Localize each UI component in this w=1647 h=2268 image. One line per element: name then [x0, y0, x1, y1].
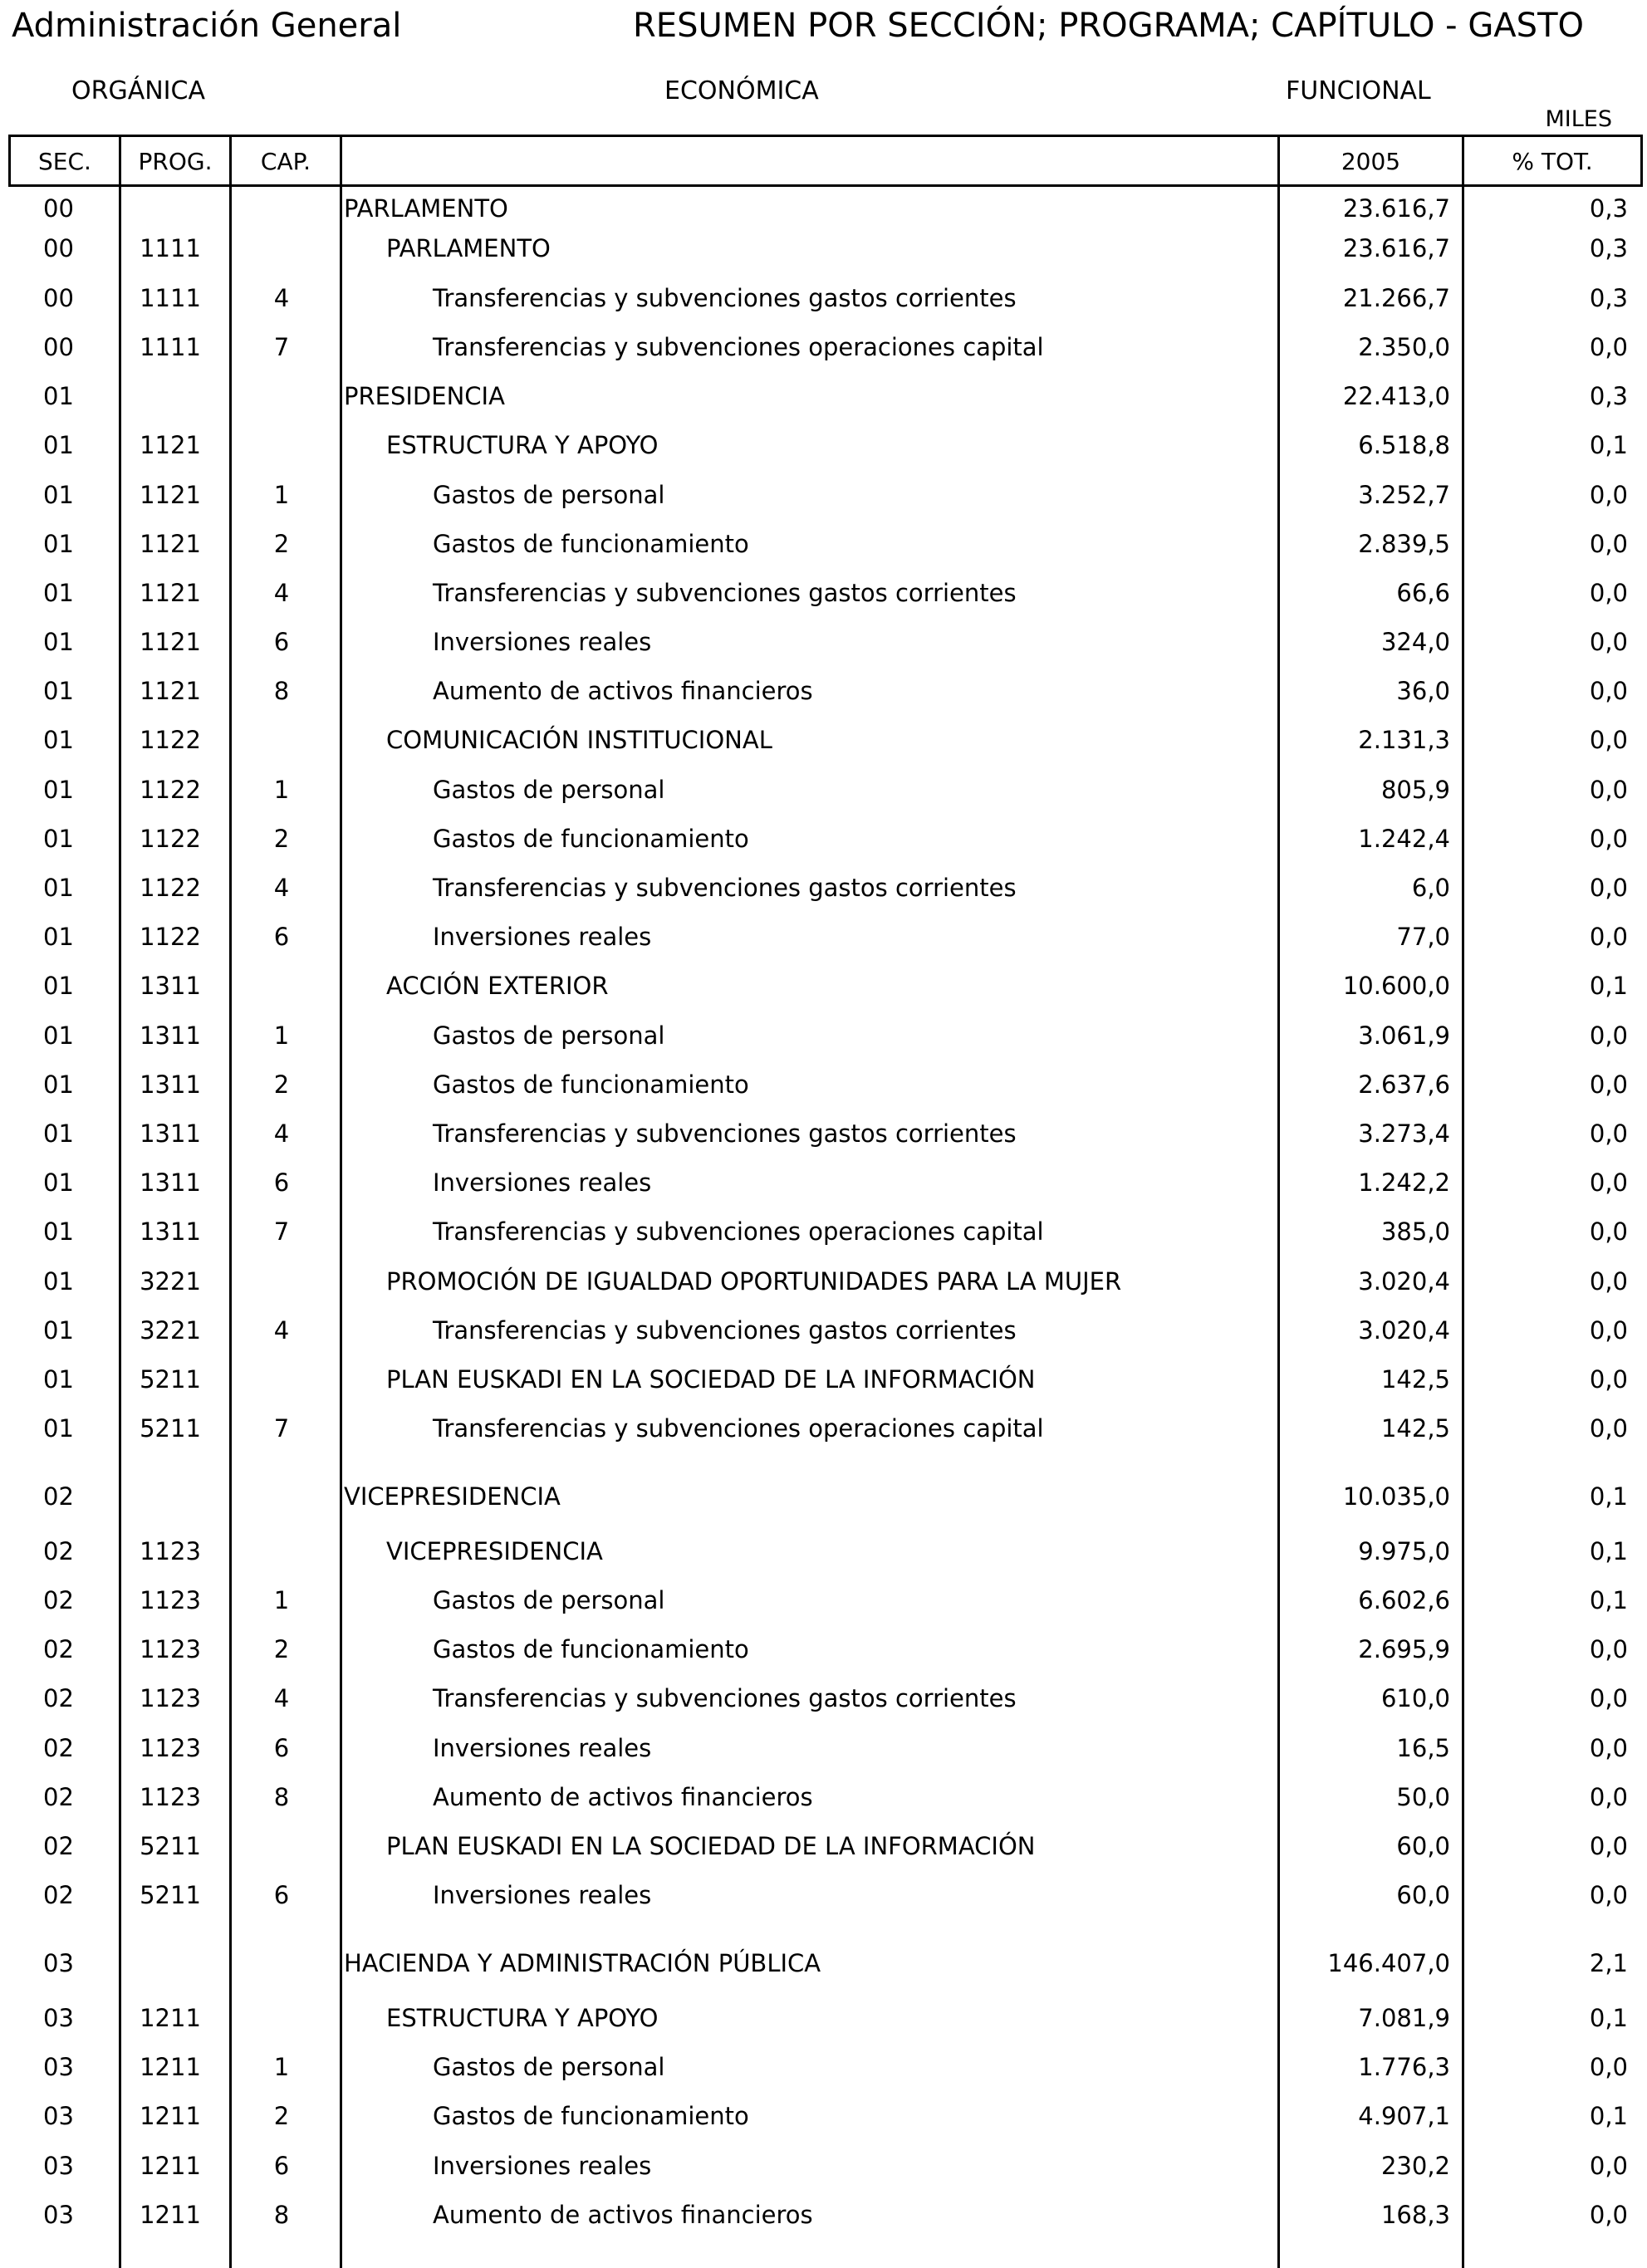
- cell-percent-total: 0,3: [1589, 382, 1628, 410]
- cell-percent-total: 2,1: [1589, 1949, 1628, 1977]
- table-row: [0, 1065, 1647, 1104]
- column-header-year: 2005: [1341, 148, 1401, 175]
- cell-amount-2005: 7.081,9: [1358, 2004, 1450, 2032]
- cell-prog: 3221: [140, 1267, 201, 1296]
- cell-percent-total: 0,1: [1589, 972, 1628, 1000]
- cell-cap: 4: [273, 579, 290, 607]
- cell-amount-2005: 3.252,7: [1358, 481, 1450, 509]
- cell-percent-total: 0,0: [1589, 1684, 1628, 1712]
- cell-amount-2005: 6.518,8: [1358, 431, 1450, 459]
- table-row: [0, 623, 1647, 661]
- cell-cap: 1: [273, 776, 290, 804]
- column-header-cap: CAP.: [260, 148, 311, 175]
- cell-sec: 01: [43, 1316, 74, 1345]
- cell-sec: 00: [43, 194, 74, 223]
- cell-description: COMUNICACIÓN INSTITUCIONAL: [386, 726, 772, 754]
- cell-percent-total: 0,1: [1589, 1586, 1628, 1614]
- cell-sec: 01: [43, 1119, 74, 1148]
- cell-prog: 5211: [140, 1881, 201, 1909]
- cell-prog: 1122: [140, 923, 201, 951]
- cell-sec: 01: [43, 530, 74, 558]
- cell-amount-2005: 6,0: [1411, 874, 1450, 902]
- cell-cap: 7: [273, 1217, 290, 1246]
- cell-prog: 1123: [140, 1684, 201, 1712]
- cell-description: Aumento de activos financieros: [433, 2201, 813, 2229]
- cell-percent-total: 0,0: [1589, 1267, 1628, 1296]
- table-row: [0, 1581, 1647, 1619]
- cell-percent-total: 0,1: [1589, 2004, 1628, 2032]
- cell-percent-total: 0,1: [1589, 431, 1628, 459]
- cell-percent-total: 0,0: [1589, 1316, 1628, 1345]
- cell-description: PROMOCIÓN DE IGUALDAD OPORTUNIDADES PARA LA MUJER: [386, 1267, 1122, 1296]
- cell-description: ACCIÓN EXTERIOR: [386, 972, 609, 1000]
- cell-prog: 1211: [140, 2201, 201, 2229]
- cell-percent-total: 0,3: [1589, 194, 1628, 223]
- group-label-funcional: FUNCIONAL: [1286, 76, 1431, 105]
- cell-sec: 03: [43, 1949, 74, 1977]
- cell-sec: 01: [43, 776, 74, 804]
- cell-cap: 6: [273, 1881, 290, 1909]
- cell-prog: 1121: [140, 481, 201, 509]
- cell-prog: 1122: [140, 726, 201, 754]
- cell-percent-total: 0,0: [1589, 1021, 1628, 1050]
- cell-sec: 03: [43, 2053, 74, 2081]
- table-row: [0, 525, 1647, 563]
- cell-sec: 01: [43, 972, 74, 1000]
- cell-amount-2005: 3.061,9: [1358, 1021, 1450, 1050]
- cell-amount-2005: 2.131,3: [1358, 726, 1450, 754]
- cell-prog: 1122: [140, 825, 201, 853]
- cell-amount-2005: 50,0: [1396, 1783, 1450, 1811]
- cell-sec: 02: [43, 1635, 74, 1663]
- cell-percent-total: 0,0: [1589, 726, 1628, 754]
- cell-cap: 4: [273, 1119, 290, 1148]
- cell-sec: 01: [43, 481, 74, 509]
- cell-sec: 01: [43, 1070, 74, 1099]
- cell-amount-2005: 21.266,7: [1342, 284, 1450, 312]
- cell-sec: 02: [43, 1684, 74, 1712]
- cell-cap: 7: [273, 333, 290, 361]
- cell-sec: 01: [43, 1414, 74, 1443]
- cell-description: VICEPRESIDENCIA: [386, 1537, 603, 1565]
- cell-amount-2005: 230,2: [1380, 2152, 1450, 2180]
- cell-description: Inversiones reales: [433, 1168, 652, 1197]
- table-row: [0, 2097, 1647, 2135]
- table-row: [0, 721, 1647, 759]
- table-row: [0, 1360, 1647, 1399]
- cell-amount-2005: 60,0: [1396, 1832, 1450, 1860]
- cell-amount-2005: 1.242,2: [1358, 1168, 1450, 1197]
- table-row: [0, 1212, 1647, 1251]
- cell-percent-total: 0,0: [1589, 2053, 1628, 2081]
- cell-description: Gastos de funcionamiento: [433, 530, 749, 558]
- cell-amount-2005: 385,0: [1380, 1217, 1450, 1246]
- table-row: [0, 1630, 1647, 1668]
- cell-percent-total: 0,3: [1589, 284, 1628, 312]
- cell-sec: 02: [43, 1783, 74, 1811]
- cell-description: Transferencias y subvenciones operaciones capital: [433, 333, 1044, 361]
- cell-amount-2005: 1.242,4: [1358, 825, 1450, 853]
- cell-amount-2005: 324,0: [1380, 628, 1450, 656]
- cell-prog: 1121: [140, 628, 201, 656]
- table-row: [0, 2048, 1647, 2086]
- cell-prog: 1211: [140, 2102, 201, 2130]
- cell-cap: 4: [273, 284, 290, 312]
- cell-sec: 01: [43, 825, 74, 853]
- cell-cap: 2: [273, 1635, 290, 1663]
- cell-amount-2005: 3.020,4: [1358, 1316, 1450, 1345]
- table-row: [0, 820, 1647, 858]
- table-row: [0, 1163, 1647, 1202]
- group-label-organica: ORGÁNICA: [71, 76, 205, 105]
- cell-prog: 1121: [140, 431, 201, 459]
- cell-description: Gastos de funcionamiento: [433, 1070, 749, 1099]
- cell-description: Inversiones reales: [433, 628, 652, 656]
- cell-prog: 1211: [140, 2152, 201, 2180]
- cell-sec: 01: [43, 1168, 74, 1197]
- table-row: [0, 771, 1647, 809]
- group-label-economica: ECONÓMICA: [664, 76, 819, 105]
- cell-percent-total: 0,0: [1589, 1217, 1628, 1246]
- table-row: [0, 1876, 1647, 1914]
- cell-description: PRESIDENCIA: [344, 382, 505, 410]
- document-title: Administración General: [12, 7, 402, 45]
- column-header-prog: PROG.: [138, 148, 213, 175]
- cell-percent-total: 0,0: [1589, 1168, 1628, 1197]
- cell-amount-2005: 36,0: [1396, 677, 1450, 705]
- cell-amount-2005: 146.407,0: [1327, 1949, 1450, 1977]
- cell-prog: 3221: [140, 1316, 201, 1345]
- cell-description: Inversiones reales: [433, 923, 652, 951]
- cell-amount-2005: 60,0: [1396, 1881, 1450, 1909]
- cell-description: Transferencias y subvenciones gastos corrientes: [433, 1684, 1017, 1712]
- cell-description: PLAN EUSKADI EN LA SOCIEDAD DE LA INFORMACIÓN: [386, 1365, 1036, 1394]
- cell-prog: 5211: [140, 1832, 201, 1860]
- table-row: [0, 2147, 1647, 2185]
- cell-amount-2005: 142,5: [1380, 1365, 1450, 1394]
- cell-prog: 1211: [140, 2053, 201, 2081]
- cell-cap: 1: [273, 1586, 290, 1614]
- cell-percent-total: 0,1: [1589, 2102, 1628, 2130]
- cell-amount-2005: 168,3: [1380, 2201, 1450, 2229]
- cell-percent-total: 0,1: [1589, 1482, 1628, 1511]
- table-row: [0, 1532, 1647, 1570]
- cell-cap: 4: [273, 874, 290, 902]
- cell-description: Gastos de personal: [433, 1586, 665, 1614]
- cell-prog: 1123: [140, 1734, 201, 1762]
- cell-cap: 1: [273, 1021, 290, 1050]
- cell-percent-total: 0,3: [1589, 234, 1628, 262]
- cell-amount-2005: 23.616,7: [1342, 194, 1450, 223]
- cell-description: PLAN EUSKADI EN LA SOCIEDAD DE LA INFORMACIÓN: [386, 1832, 1036, 1860]
- cell-amount-2005: 10.035,0: [1342, 1482, 1450, 1511]
- cell-prog: 1111: [140, 333, 201, 361]
- cell-cap: 1: [273, 481, 290, 509]
- cell-prog: 1311: [140, 1021, 201, 1050]
- cell-amount-2005: 610,0: [1380, 1684, 1450, 1712]
- cell-percent-total: 0,0: [1589, 1734, 1628, 1762]
- cell-sec: 00: [43, 333, 74, 361]
- cell-amount-2005: 142,5: [1380, 1414, 1450, 1443]
- cell-description: Inversiones reales: [433, 2152, 652, 2180]
- cell-amount-2005: 1.776,3: [1358, 2053, 1450, 2081]
- cell-sec: 01: [43, 382, 74, 410]
- cell-prog: 1111: [140, 284, 201, 312]
- cell-sec: 02: [43, 1537, 74, 1565]
- table-row: [0, 869, 1647, 907]
- cell-percent-total: 0,1: [1589, 1537, 1628, 1565]
- cell-prog: 1122: [140, 776, 201, 804]
- cell-cap: 6: [273, 923, 290, 951]
- table-row: [0, 1311, 1647, 1350]
- cell-sec: 02: [43, 1734, 74, 1762]
- table-row: [0, 1016, 1647, 1055]
- cell-amount-2005: 22.413,0: [1342, 382, 1450, 410]
- cell-cap: 6: [273, 1168, 290, 1197]
- cell-amount-2005: 805,9: [1380, 776, 1450, 804]
- table-row: [0, 1477, 1647, 1516]
- cell-percent-total: 0,0: [1589, 1635, 1628, 1663]
- cell-sec: 01: [43, 431, 74, 459]
- cell-description: PARLAMENTO: [344, 194, 508, 223]
- cell-description: Transferencias y subvenciones gastos corrientes: [433, 1316, 1017, 1345]
- cell-sec: 02: [43, 1482, 74, 1511]
- cell-cap: 6: [273, 2152, 290, 2180]
- cell-prog: 5211: [140, 1414, 201, 1443]
- cell-prog: 1311: [140, 1217, 201, 1246]
- cell-description: PARLAMENTO: [386, 234, 551, 262]
- cell-description: Transferencias y subvenciones gastos corrientes: [433, 579, 1017, 607]
- table-row: [0, 279, 1647, 317]
- cell-prog: 1123: [140, 1586, 201, 1614]
- cell-percent-total: 0,0: [1589, 677, 1628, 705]
- cell-percent-total: 0,0: [1589, 1881, 1628, 1909]
- table-row: [0, 1114, 1647, 1153]
- cell-prog: 1311: [140, 1168, 201, 1197]
- cell-sec: 02: [43, 1881, 74, 1909]
- cell-description: Inversiones reales: [433, 1734, 652, 1762]
- table-row: [0, 1999, 1647, 2037]
- cell-cap: 8: [273, 1783, 290, 1811]
- cell-percent-total: 0,0: [1589, 1070, 1628, 1099]
- cell-cap: 8: [273, 2201, 290, 2229]
- cell-description: Transferencias y subvenciones gastos corrientes: [433, 1119, 1017, 1148]
- table-row: [0, 1827, 1647, 1865]
- cell-percent-total: 0,0: [1589, 1365, 1628, 1394]
- units-label: MILES: [1545, 106, 1612, 132]
- cell-sec: 01: [43, 1365, 74, 1394]
- cell-prog: 1123: [140, 1635, 201, 1663]
- cell-amount-2005: 4.907,1: [1358, 2102, 1450, 2130]
- cell-amount-2005: 3.273,4: [1358, 1119, 1450, 1148]
- cell-sec: 01: [43, 677, 74, 705]
- cell-amount-2005: 66,6: [1396, 579, 1450, 607]
- table-row: [0, 2196, 1647, 2234]
- cell-percent-total: 0,0: [1589, 1119, 1628, 1148]
- cell-percent-total: 0,0: [1589, 1414, 1628, 1443]
- cell-sec: 01: [43, 1021, 74, 1050]
- cell-amount-2005: 2.637,6: [1358, 1070, 1450, 1099]
- cell-amount-2005: 10.600,0: [1342, 972, 1450, 1000]
- cell-sec: 01: [43, 1217, 74, 1246]
- cell-prog: 1122: [140, 874, 201, 902]
- cell-description: Transferencias y subvenciones gastos corrientes: [433, 284, 1017, 312]
- cell-description: Transferencias y subvenciones gastos corrientes: [433, 874, 1017, 902]
- cell-sec: 01: [43, 1267, 74, 1296]
- cell-sec: 03: [43, 2102, 74, 2130]
- cell-description: Gastos de personal: [433, 1021, 665, 1050]
- cell-prog: 1211: [140, 2004, 201, 2032]
- table-row: [0, 229, 1647, 267]
- cell-sec: 01: [43, 874, 74, 902]
- cell-cap: 4: [273, 1684, 290, 1712]
- cell-prog: 1121: [140, 530, 201, 558]
- cell-cap: 6: [273, 1734, 290, 1762]
- cell-percent-total: 0,0: [1589, 333, 1628, 361]
- column-header-pct: % TOT.: [1512, 148, 1593, 175]
- cell-cap: 8: [273, 677, 290, 705]
- cell-description: Gastos de personal: [433, 481, 665, 509]
- cell-description: ESTRUCTURA Y APOYO: [386, 2004, 659, 2032]
- cell-cap: 2: [273, 530, 290, 558]
- report-title: RESUMEN POR SECCIÓN; PROGRAMA; CAPÍTULO - GASTO: [633, 7, 1584, 45]
- cell-amount-2005: 2.350,0: [1358, 333, 1450, 361]
- cell-cap: 2: [273, 1070, 290, 1099]
- cell-prog: 1121: [140, 579, 201, 607]
- cell-sec: 01: [43, 579, 74, 607]
- cell-cap: 1: [273, 2053, 290, 2081]
- cell-description: Gastos de funcionamiento: [433, 2102, 749, 2130]
- cell-cap: 2: [273, 2102, 290, 2130]
- cell-prog: 5211: [140, 1365, 201, 1394]
- cell-description: Transferencias y subvenciones operaciones capital: [433, 1217, 1044, 1246]
- cell-amount-2005: 23.616,7: [1342, 234, 1450, 262]
- cell-sec: 01: [43, 628, 74, 656]
- cell-description: Gastos de funcionamiento: [433, 825, 749, 853]
- cell-percent-total: 0,0: [1589, 481, 1628, 509]
- table-row: [0, 328, 1647, 366]
- cell-percent-total: 0,0: [1589, 2152, 1628, 2180]
- table-row: [0, 1262, 1647, 1301]
- cell-percent-total: 0,0: [1589, 1832, 1628, 1860]
- cell-description: Gastos de personal: [433, 2053, 665, 2081]
- cell-cap: 7: [273, 1414, 290, 1443]
- table-row: [0, 1409, 1647, 1448]
- table-row: [0, 476, 1647, 514]
- cell-amount-2005: 9.975,0: [1358, 1537, 1450, 1565]
- cell-amount-2005: 3.020,4: [1358, 1267, 1450, 1296]
- cell-percent-total: 0,0: [1589, 1783, 1628, 1811]
- cell-description: Gastos de personal: [433, 776, 665, 804]
- cell-prog: 1311: [140, 1119, 201, 1148]
- table-row: [0, 967, 1647, 1005]
- table-row: [0, 1679, 1647, 1717]
- cell-description: VICEPRESIDENCIA: [344, 1482, 561, 1511]
- cell-prog: 1311: [140, 1070, 201, 1099]
- cell-description: Aumento de activos financieros: [433, 1783, 813, 1811]
- cell-sec: 01: [43, 726, 74, 754]
- cell-prog: 1121: [140, 677, 201, 705]
- cell-sec: 02: [43, 1586, 74, 1614]
- table-row: [0, 1778, 1647, 1816]
- cell-amount-2005: 2.839,5: [1358, 530, 1450, 558]
- cell-amount-2005: 6.602,6: [1358, 1586, 1450, 1614]
- cell-description: Transferencias y subvenciones operaciones capital: [433, 1414, 1044, 1443]
- cell-description: Gastos de funcionamiento: [433, 1635, 749, 1663]
- cell-percent-total: 0,0: [1589, 2201, 1628, 2229]
- cell-percent-total: 0,0: [1589, 923, 1628, 951]
- table-row: [0, 1729, 1647, 1767]
- table-row: [0, 574, 1647, 612]
- cell-description: ESTRUCTURA Y APOYO: [386, 431, 659, 459]
- cell-amount-2005: 16,5: [1396, 1734, 1450, 1762]
- cell-cap: 2: [273, 825, 290, 853]
- cell-percent-total: 0,0: [1589, 579, 1628, 607]
- cell-prog: 1123: [140, 1537, 201, 1565]
- cell-percent-total: 0,0: [1589, 776, 1628, 804]
- cell-sec: 03: [43, 2201, 74, 2229]
- table-row: [0, 377, 1647, 415]
- cell-prog: 1123: [140, 1783, 201, 1811]
- cell-cap: 6: [273, 628, 290, 656]
- cell-sec: 02: [43, 1832, 74, 1860]
- cell-sec: 01: [43, 923, 74, 951]
- table-row: [0, 918, 1647, 956]
- cell-description: HACIENDA Y ADMINISTRACIÓN PÚBLICA: [344, 1949, 821, 1977]
- cell-description: Inversiones reales: [433, 1881, 652, 1909]
- cell-percent-total: 0,0: [1589, 530, 1628, 558]
- cell-sec: 03: [43, 2004, 74, 2032]
- table-row: [0, 672, 1647, 710]
- cell-percent-total: 0,0: [1589, 825, 1628, 853]
- cell-sec: 03: [43, 2152, 74, 2180]
- cell-sec: 00: [43, 234, 74, 262]
- cell-percent-total: 0,0: [1589, 628, 1628, 656]
- cell-prog: 1111: [140, 234, 201, 262]
- cell-percent-total: 0,0: [1589, 874, 1628, 902]
- table-row: [0, 189, 1647, 228]
- cell-amount-2005: 77,0: [1396, 923, 1450, 951]
- table-row: [0, 1944, 1647, 1982]
- cell-amount-2005: 2.695,9: [1358, 1635, 1450, 1663]
- cell-sec: 00: [43, 284, 74, 312]
- cell-description: Aumento de activos financieros: [433, 677, 813, 705]
- cell-prog: 1311: [140, 972, 201, 1000]
- column-header-sec: SEC.: [38, 148, 91, 175]
- cell-cap: 4: [273, 1316, 290, 1345]
- table-row: [0, 426, 1647, 464]
